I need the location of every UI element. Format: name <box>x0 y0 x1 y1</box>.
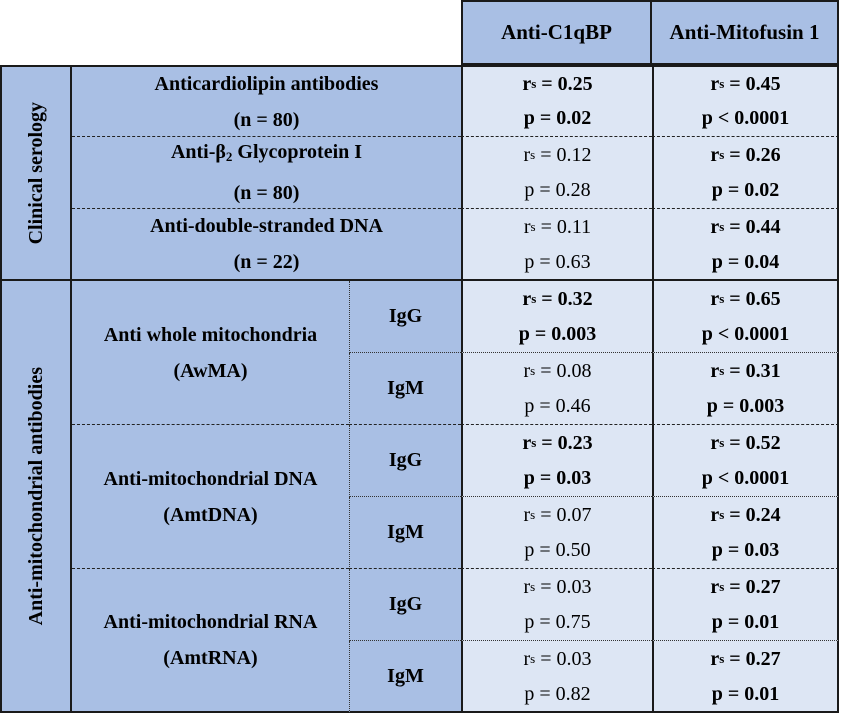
p-value: p < 0.0001 <box>652 461 839 497</box>
antibody-abbr: (AmtDNA) <box>163 503 258 526</box>
p-value: p = 0.01 <box>652 605 839 641</box>
rs-value: r s = 0.03 <box>461 569 652 605</box>
antibody-name: Anti whole mitochondria <box>103 323 318 346</box>
antibody-name: Anti-mitochondrial DNA <box>103 467 318 490</box>
rs-value: r s = 0.27 <box>652 641 839 677</box>
antibody-abbr: (AwMA) <box>173 359 248 382</box>
rs-value: r s = 0.26 <box>652 137 839 173</box>
p-value: p = 0.82 <box>461 677 652 713</box>
group-anti-mitochondrial-label: Anti-mitochondrial antibodies <box>24 366 47 626</box>
isotype-igm: IgM <box>349 497 461 569</box>
p-value: p = 0.28 <box>461 173 652 209</box>
group-clinical-serology <box>0 65 72 281</box>
p-value: p = 0.63 <box>461 245 652 281</box>
rs-value: r s = 0.25 <box>461 65 652 101</box>
rs-value: r s = 0.45 <box>652 65 839 101</box>
rs-value: r s = 0.08 <box>461 353 652 389</box>
rs-value: r s = 0.44 <box>652 209 839 245</box>
antibody-abbr: (AmtRNA) <box>163 647 258 669</box>
sample-size: (n = 22) <box>233 251 300 273</box>
p-value: p = 0.03 <box>461 461 652 497</box>
p-value: p = 0.02 <box>652 173 839 209</box>
rs-value: r s = 0.11 <box>461 209 652 245</box>
header-anti-c1qbp: Anti-C1qBP <box>461 0 652 65</box>
p-value: p < 0.0001 <box>652 317 839 353</box>
antibody-name: Anti-mitochondrial RNA <box>103 611 318 633</box>
group-anti-mitochondrial-antibodies <box>0 281 72 713</box>
isotype-igg: IgG <box>349 569 461 641</box>
antibody-name: Anticardiolipin antibodies <box>154 72 379 95</box>
row-label-amtrna <box>72 569 349 713</box>
isotype-igg: IgG <box>349 281 461 353</box>
p-value: p = 0.75 <box>461 605 652 641</box>
rs-value: r s = 0.31 <box>652 353 839 389</box>
row-label-anti-dsdna <box>72 209 461 281</box>
p-value: p = 0.02 <box>461 101 652 137</box>
rs-value: r s = 0.65 <box>652 281 839 317</box>
row-label-amtdna <box>72 425 349 569</box>
rs-value: r s = 0.52 <box>652 425 839 461</box>
sample-size: (n = 80) <box>233 182 300 204</box>
rs-value: r s = 0.12 <box>461 137 652 173</box>
antibody-name: Anti-$\beta_2$ Glycoprotein I <box>170 141 363 164</box>
p-value: p = 0.04 <box>652 245 839 281</box>
isotype-igm: IgM <box>349 353 461 425</box>
rs-value: r s = 0.23 <box>461 425 652 461</box>
p-value: p = 0.03 <box>652 533 839 569</box>
rs-value: r s = 0.27 <box>652 569 839 605</box>
row-label-anticardiolipin <box>72 65 461 137</box>
rs-value: r s = 0.07 <box>461 497 652 533</box>
isotype-igg: IgG <box>349 425 461 497</box>
row-label-awma <box>72 281 349 425</box>
rs-value: r s = 0.03 <box>461 641 652 677</box>
p-value: p = 0.003 <box>461 317 652 353</box>
isotype-igm: IgM <box>349 641 461 713</box>
sample-size: (n = 80) <box>233 108 300 131</box>
antibody-name: Anti-double-stranded DNA <box>150 215 383 237</box>
p-value: p = 0.50 <box>461 533 652 569</box>
row-label-anti-beta2-glycoprotein <box>72 137 461 209</box>
p-value: p < 0.0001 <box>652 101 839 137</box>
rs-value: r s = 0.24 <box>652 497 839 533</box>
p-value: p = 0.46 <box>461 389 652 425</box>
p-value: p = 0.01 <box>652 677 839 713</box>
header-anti-mitofusin-1: Anti-Mitofusin 1 <box>652 0 839 65</box>
p-value: p = 0.003 <box>652 389 839 425</box>
group-clinical-serology-label: Clinical serology <box>24 101 47 245</box>
rs-value: r s = 0.32 <box>461 281 652 317</box>
